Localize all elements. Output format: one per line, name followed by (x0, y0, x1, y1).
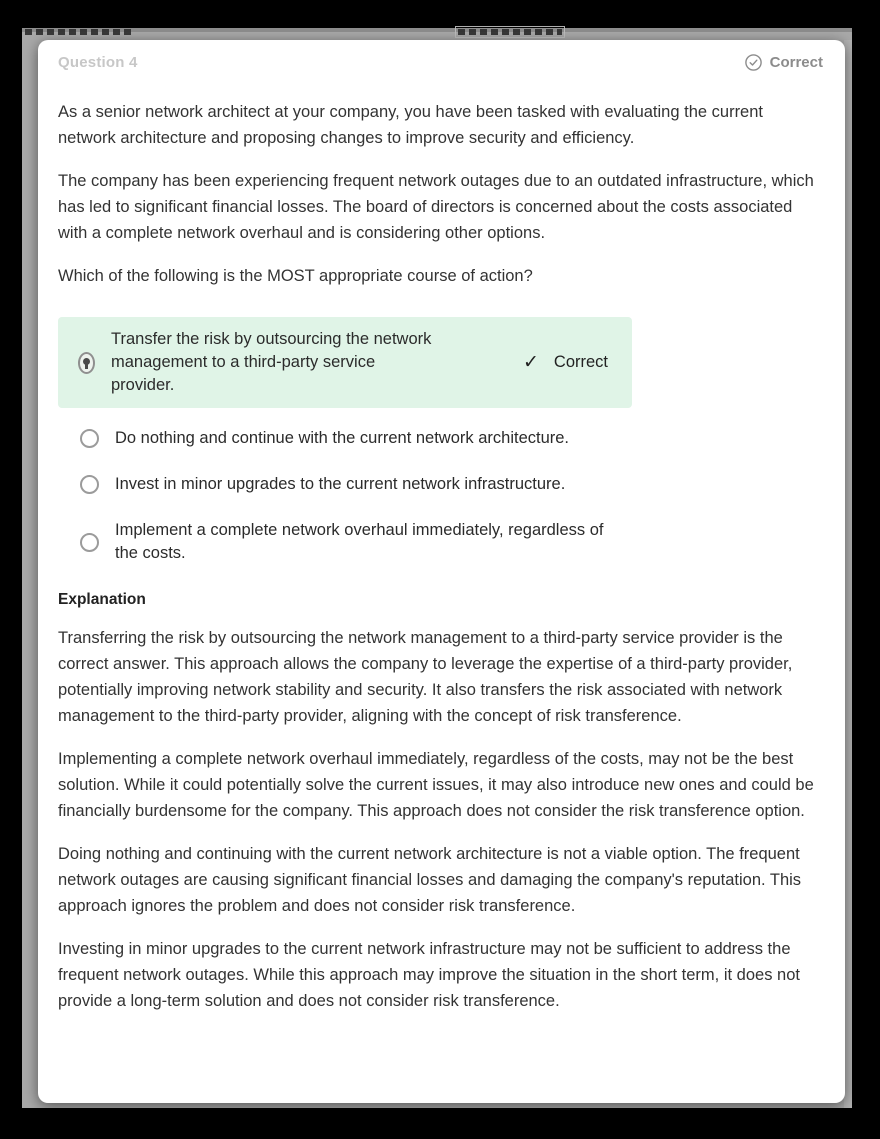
question-number-label: Question 4 (58, 54, 138, 71)
scenario-paragraph: As a senior network architect at your company, you have been tasked with evaluating the current network architecture and proposing changes to improve security and efficiency. (58, 103, 763, 147)
question-prompt: Which of the following is the MOST appropriate course of action? (58, 267, 533, 285)
option-text: Do nothing and continue with the current network architecture. (115, 429, 570, 447)
question-review-card (38, 40, 845, 1103)
correct-answer-option[interactable] (58, 317, 632, 408)
answer-option[interactable] (58, 519, 823, 565)
radio-unselected-icon[interactable] (80, 533, 99, 552)
status-badge (745, 54, 823, 71)
explanation-paragraph: Implementing a complete network overhaul immediately, regardless of the costs, may not be the best solution. While it could potentially solve the current issues, it may also introduce new ones and could be financially burdensome for the company. This approach does not consider the risk transference option. (58, 750, 814, 820)
radio-unselected-icon[interactable] (80, 475, 99, 494)
background-toolbar (22, 28, 852, 32)
question-scenario (58, 99, 823, 289)
explanation-heading: Explanation (58, 591, 146, 608)
blurred-toolbar-text-left (25, 29, 135, 35)
correct-result (523, 353, 616, 372)
correct-answer-text: Transfer the risk by outsourcing the network management to a third-party service provider. (111, 330, 432, 394)
explanation-paragraph: Transferring the risk by outsourcing the network management to a third-party service provider is the correct answer. This approach allows the company to leverage the expertise of a third-party provider, potentially improving network stability and security. It also transfers the risk associated with network management to the third-party provider, aligning with the concept of risk transference. (58, 629, 793, 725)
keyhole-icon (78, 352, 95, 374)
answer-options-list (58, 427, 823, 565)
explanation-paragraph: Doing nothing and continuing with the current network architecture is not a viable option. The frequent network outages are causing significant financial losses and damaging the company's reputation. This approach ignores the problem and does not consider risk transference. (58, 845, 802, 915)
explanation-section (58, 591, 823, 1014)
checkmark-icon: ✓ (522, 352, 539, 373)
radio-unselected-icon[interactable] (80, 429, 99, 448)
status-label: Correct (769, 54, 823, 71)
correct-circle-check-icon (745, 54, 762, 71)
scenario-paragraph: The company has been experiencing frequent network outages due to an outdated infrastructure, which has led to significant financial losses. The board of directors is concerned about the costs associated with a complete network overhaul and is considering other options. (58, 172, 814, 242)
answer-option[interactable] (58, 473, 823, 496)
option-text: Invest in minor upgrades to the current network infrastructure. (115, 475, 566, 493)
card-header (58, 54, 823, 71)
correct-result-label: Correct (553, 353, 608, 371)
blurred-toolbar-text-center (458, 29, 562, 35)
answer-option[interactable] (58, 427, 823, 450)
scrollbar[interactable] (844, 40, 852, 1108)
explanation-paragraph: Investing in minor upgrades to the current network infrastructure may not be sufficient to address the frequent network outages. While this approach may improve the situation in the short term, it does not provide a long-term solution and does not consider risk transference. (58, 940, 800, 1010)
option-text: Implement a complete network overhaul immediately, regardless of the costs. (115, 521, 604, 562)
